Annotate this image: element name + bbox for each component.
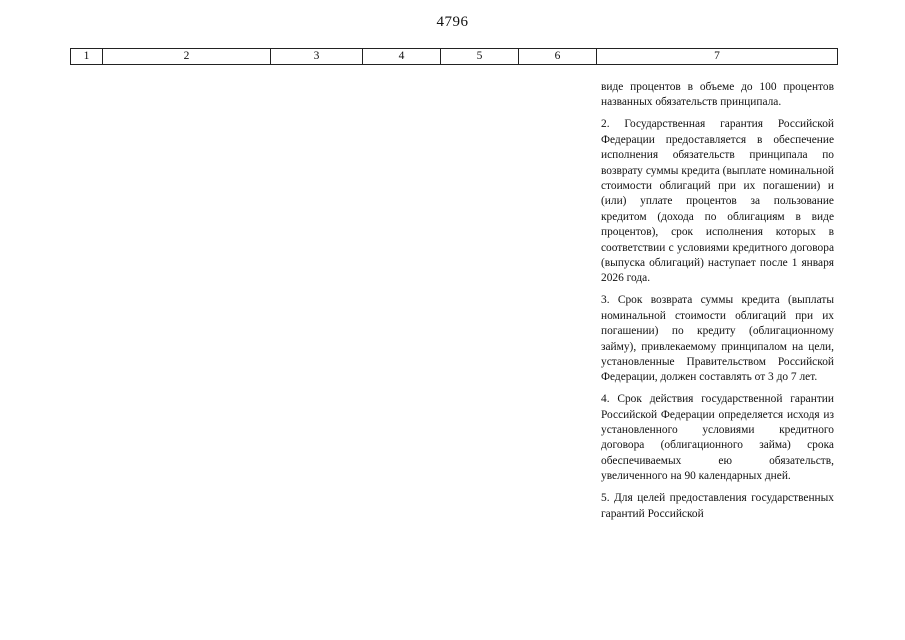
column-number-header: [70, 48, 838, 65]
column-number-1: 1: [71, 49, 103, 64]
column-number-4: 4: [363, 49, 441, 64]
paragraph-continuation: виде процентов в объеме до 100 процентов названных обязательств принципала.: [601, 81, 834, 109]
page-number: 4796: [436, 14, 469, 30]
paragraph-3: 3. Срок возврата суммы кредита (выплаты номинальной стоимости облигаций при их погашении) по кредиту (облигационному займу), привлекаемому принципалом на цели, установленные Правительством Российской Федерации, должен составлять от 3 до 7 лет.: [601, 294, 834, 384]
column-number-5: 5: [441, 49, 519, 64]
paragraph-2: 2. Государственная гарантия Российской Федерации предоставляется в обеспечение исполнения обязательств принципала по возврату суммы кредита (выплате номинальной стоимости облигаций при их погашении) и (или) уплате процентов за пользование кредитом (дохода по облигациям в виде процентов), срок исполнения которых в соответствии с условиями кредитного договора (выпуска облигаций) наступает после 1 января 2026 года.: [601, 118, 834, 285]
column-number-6: 6: [519, 49, 597, 64]
column-number-7: 7: [714, 50, 720, 62]
paragraph-5: 5. Для целей предоставления государственных гарантий Российской: [601, 492, 834, 520]
paragraph-4: 4. Срок действия государственной гарантии Российской Федерации определяется исходя из установленного условиями кредитного договора (облигационного займа) срока обеспечиваемых ею обязательств, увеличенного на 90 календарных дней.: [601, 393, 834, 483]
column-number-3: 3: [271, 49, 363, 64]
column-number-2: 2: [103, 49, 271, 64]
column-7-text: [601, 80, 834, 528]
